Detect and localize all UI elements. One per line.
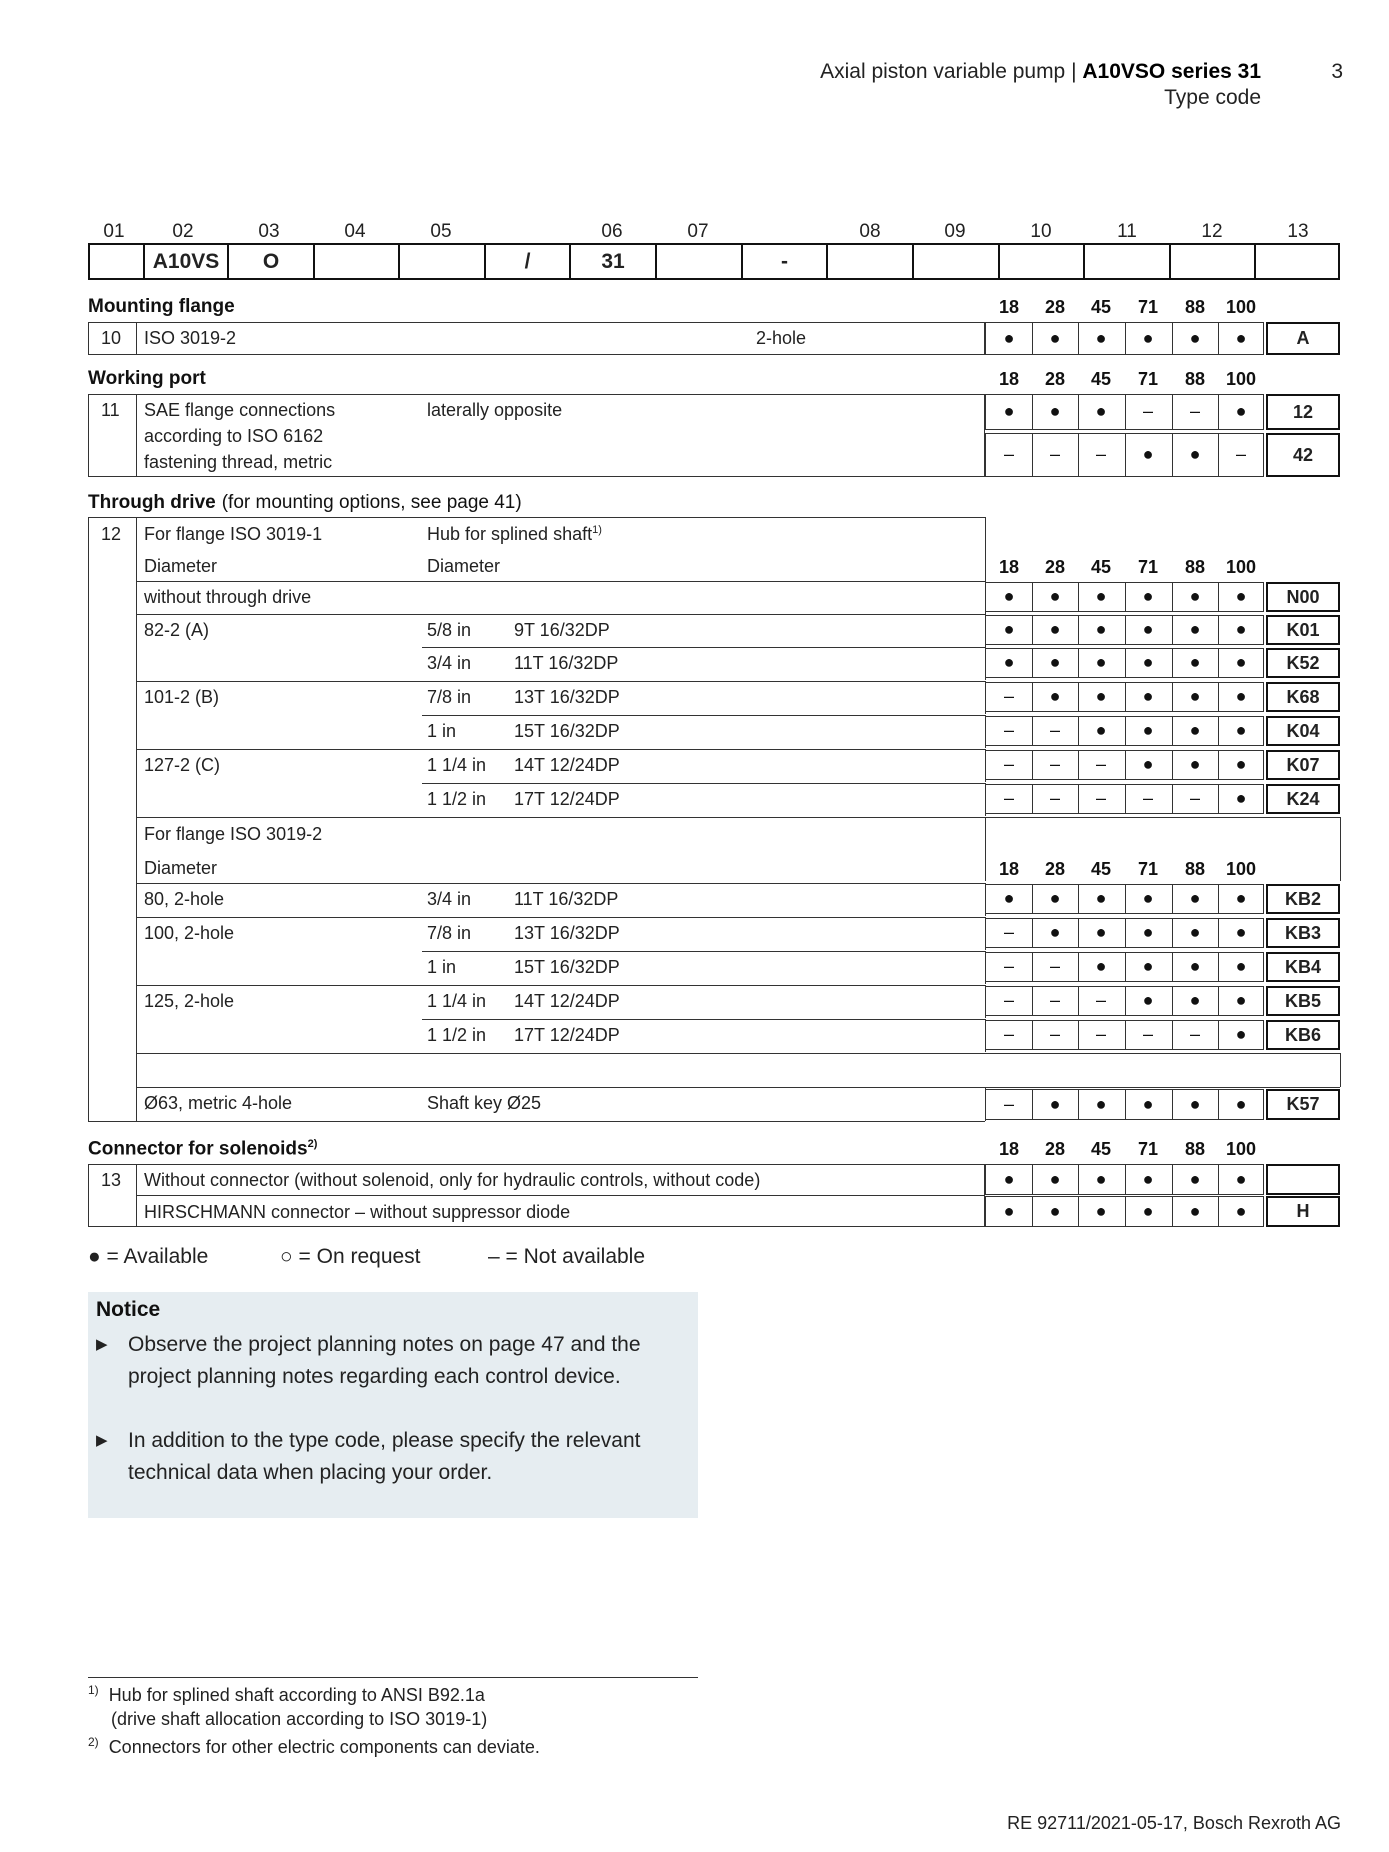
bullet-arrow-icon: ▶ [96, 1432, 108, 1449]
position-number: 05 [430, 221, 452, 242]
type-code-cell: - [743, 245, 828, 278]
row-rule [136, 1053, 1340, 1054]
availability-mark: ● [1142, 619, 1154, 639]
option-code: K07 [1266, 750, 1340, 780]
size-label: 28 [1044, 297, 1066, 317]
notice-bullet: ▶ In addition to the type code, please specify the relevant technical data when placing your order. [96, 1425, 686, 1489]
size-label: 45 [1090, 557, 1112, 577]
footnote-2: $^{2)}$ Connectors for other electric components can deviate. [88, 1735, 540, 1757]
availability-mark: ● [1142, 652, 1154, 672]
availability-mark: ● [1095, 956, 1107, 976]
availability-mark: ● [1049, 586, 1061, 606]
footnote-1-cont: (drive shaft allocation according to ISO 3019-1) [111, 1709, 488, 1729]
page-number: 3 [1331, 60, 1343, 83]
type-code-cell: / [486, 245, 571, 278]
size-label: 28 [1044, 369, 1066, 389]
type-code-cell [914, 245, 1000, 278]
notice-title: Notice [96, 1298, 161, 1321]
availability-mark: ● [1003, 401, 1015, 421]
row-number: 11 [101, 400, 120, 420]
availability-mark: ● [1003, 586, 1015, 606]
availability-mark: ● [1095, 327, 1107, 348]
row-rule [136, 917, 985, 918]
size-label: 71 [1137, 369, 1159, 389]
availability-mark: ● [1003, 1168, 1015, 1189]
availability-mark: – [1189, 788, 1200, 808]
availability-mark: – [1003, 788, 1014, 808]
size-label: 18 [998, 557, 1020, 577]
row-spline: 13T 16/32DP [514, 923, 620, 943]
availability-mark: ● [1189, 1200, 1201, 1221]
row-rule [136, 681, 985, 682]
row-rule [422, 951, 985, 952]
availability-mark: ● [1049, 327, 1061, 348]
availability-mark: – [1003, 1093, 1014, 1114]
option-code: A [1266, 322, 1340, 355]
availability-mark: ● [1189, 922, 1201, 942]
availability-mark: ● [1095, 888, 1107, 908]
section-title-connector [88, 1138, 317, 1160]
row-inch: 1 1/2 in [427, 1025, 487, 1045]
availability-mark: ● [1235, 956, 1247, 976]
head-left: Diameter [144, 556, 218, 576]
row-rule [136, 1195, 985, 1196]
row-rule [422, 1019, 985, 1020]
availability-mark: ● [1189, 720, 1201, 740]
row-detail: 2-hole [756, 328, 807, 348]
availability-mark: ● [1235, 327, 1247, 348]
availability-mark: ● [1049, 652, 1061, 672]
size-label: 71 [1137, 297, 1159, 317]
availability-mark: – [1003, 922, 1014, 942]
availability-mark: ● [1142, 956, 1154, 976]
availability-mark: ● [1049, 686, 1061, 706]
size-label: 100 [1225, 297, 1257, 317]
option-code: K24 [1266, 784, 1340, 814]
type-code-cell: 31 [571, 245, 657, 278]
option-code: KB2 [1266, 884, 1340, 914]
availability-mark: ● [1235, 401, 1247, 421]
row-rule [136, 614, 985, 615]
row-desc: without through drive [144, 587, 312, 607]
row-rule [422, 715, 985, 716]
availability-mark: ● [1235, 619, 1247, 639]
availability-mark: ● [1235, 652, 1247, 672]
section-title-working-port: Working port [88, 368, 206, 389]
legend-on-request: ○ = On request [280, 1245, 421, 1268]
availability-mark: ● [1142, 686, 1154, 706]
availability-mark: – [1003, 956, 1014, 976]
type-code-row [88, 243, 1340, 280]
right-rule [1340, 1053, 1341, 1087]
availability-mark: ● [1142, 586, 1154, 606]
head-left: For flange ISO 3019-2 [144, 824, 323, 844]
type-code-cell [1171, 245, 1256, 278]
availability-mark: ● [1235, 720, 1247, 740]
position-number: 03 [258, 221, 280, 242]
row-detail: Shaft key Ø25 [427, 1093, 542, 1113]
row-no-divider [136, 517, 137, 1121]
section-title-through-drive [88, 492, 522, 514]
position-number: 04 [344, 221, 366, 242]
availability-mark: ● [1095, 686, 1107, 706]
row-rule [136, 985, 985, 986]
row-inch: 5/8 in [427, 620, 472, 640]
type-code-cell [1085, 245, 1171, 278]
head-right-text: Hub for splined shaft [427, 524, 593, 544]
availability-mark: – [1049, 444, 1060, 464]
section-title-text: Connector for solenoids [88, 1138, 308, 1160]
row-spline: 17T 12/24DP [514, 789, 620, 809]
availability-mark: ● [1095, 1093, 1107, 1114]
position-number: 02 [172, 221, 194, 242]
size-label: 100 [1225, 369, 1257, 389]
type-code-cell [315, 245, 400, 278]
position-number: 01 [103, 221, 125, 242]
row-desc: Without connector (without solenoid, only for hydraulic controls, without code) [144, 1170, 761, 1190]
size-label: 18 [998, 369, 1020, 389]
footnote-1: $^{1)}$ Hub for splined shaft according to ANSI B92.1a [88, 1683, 485, 1705]
head-right: Diameter [427, 556, 501, 576]
availability-mark: – [1095, 788, 1106, 808]
row-detail: laterally opposite [427, 400, 563, 420]
size-label: 71 [1137, 859, 1159, 879]
row-spline: 11T 16/32DP [514, 889, 619, 909]
notice-bullet: ▶ Observe the project planning notes on page 47 and the project planning notes regarding each control device. [96, 1329, 686, 1425]
availability-mark: ● [1049, 1168, 1061, 1189]
availability-mark: ● [1189, 1168, 1201, 1189]
availability-mark: – [1095, 444, 1106, 464]
size-label: 88 [1184, 297, 1206, 317]
row-inch: 1 1/4 in [427, 755, 487, 775]
availability-mark: ● [1095, 922, 1107, 942]
footnote-ref: 2) [307, 1138, 318, 1150]
row-desc: fastening thread, metric [144, 452, 333, 472]
option-code: K68 [1266, 682, 1340, 712]
availability-mark: ● [1095, 401, 1107, 421]
availability-mark: ● [1235, 1093, 1247, 1114]
row-rule [136, 817, 1340, 818]
availability-mark: ● [1235, 586, 1247, 606]
option-code: K01 [1266, 615, 1340, 645]
size-label: 28 [1044, 1139, 1066, 1159]
size-label: 45 [1090, 859, 1112, 879]
row-rule [136, 883, 985, 884]
section-title-note: (for mounting options, see page 41) [221, 492, 522, 513]
availability-mark: ● [1189, 652, 1201, 672]
legend-available: ● = Available [88, 1245, 209, 1268]
availability-mark: ● [1235, 888, 1247, 908]
size-label: 88 [1184, 1139, 1206, 1159]
availability-mark: ● [1142, 888, 1154, 908]
position-number: 10 [1030, 221, 1052, 242]
availability-mark: ● [1003, 652, 1015, 672]
type-code-cell [400, 245, 486, 278]
availability-mark: ● [1095, 1168, 1107, 1189]
row-desc: 101-2 (B) [144, 687, 220, 707]
availability-mark: ● [1142, 327, 1154, 348]
row-number: 13 [101, 1170, 122, 1190]
page-subtitle: Type code [1164, 86, 1261, 109]
row-no-divider [136, 394, 137, 477]
availability-mark: ● [1142, 1200, 1154, 1221]
type-code-cell [657, 245, 743, 278]
size-label: 88 [1184, 369, 1206, 389]
position-number: 11 [1117, 221, 1137, 242]
availability-mark: – [1189, 1024, 1200, 1044]
row-spline: 13T 16/32DP [514, 687, 620, 707]
availability-mark: – [1142, 788, 1153, 808]
outer-left [88, 517, 89, 1121]
position-number: 12 [1201, 221, 1223, 242]
row-inch: 1 in [427, 721, 457, 741]
position-number: 13 [1287, 221, 1309, 242]
availability-mark: ● [1049, 888, 1061, 908]
availability-mark: – [1003, 686, 1014, 706]
row-inch: 7/8 in [427, 923, 472, 943]
availability-mark: ● [1095, 1200, 1107, 1221]
row-number: 12 [101, 524, 122, 544]
bullet-arrow-icon: ▶ [96, 1336, 108, 1353]
availability-mark: – [1142, 401, 1153, 421]
type-code-cell [1000, 245, 1085, 278]
availability-mark: ● [1189, 619, 1201, 639]
size-label: 28 [1044, 557, 1066, 577]
availability-mark: – [1049, 1024, 1060, 1044]
right-rule [985, 817, 986, 881]
type-code-cell: A10VS [145, 245, 229, 278]
section-title-text: Through drive [88, 492, 216, 513]
size-label: 71 [1137, 557, 1159, 577]
row-inch: 1 1/4 in [427, 991, 487, 1011]
size-label: 45 [1090, 369, 1112, 389]
option-code: K57 [1266, 1089, 1340, 1120]
row-desc: according to ISO 6162 [144, 426, 324, 446]
option-code: N00 [1266, 582, 1340, 612]
size-label: 100 [1225, 557, 1257, 577]
row-spline: 17T 12/24DP [514, 1025, 620, 1045]
row-desc: 80, 2-hole [144, 889, 225, 909]
position-number: 07 [687, 221, 709, 242]
row-spline: 11T 16/32DP [514, 653, 619, 673]
option-code: KB3 [1266, 918, 1340, 948]
row-spline: 15T 16/32DP [514, 721, 620, 741]
right-rule [985, 517, 986, 581]
row-desc: SAE flange connections [144, 400, 336, 420]
availability-mark: – [1049, 754, 1060, 774]
row-rule [136, 1087, 1340, 1088]
head-right [427, 524, 602, 545]
availability-mark: – [1095, 754, 1106, 774]
availability-mark: – [1235, 444, 1246, 464]
availability-mark: ● [1142, 720, 1154, 740]
row-desc: 125, 2-hole [144, 991, 235, 1011]
row-rule [422, 647, 985, 648]
availability-mark: – [1095, 1024, 1106, 1044]
availability-mark: – [1003, 720, 1014, 740]
availability-mark: ● [1142, 1093, 1154, 1114]
footnote-divider [88, 1677, 698, 1678]
bottom-rule [88, 1121, 985, 1122]
availability-mark: ● [1189, 586, 1201, 606]
row-inch: 1 in [427, 957, 457, 977]
size-label: 45 [1090, 297, 1112, 317]
availability-mark: ● [1189, 754, 1201, 774]
position-number: 09 [944, 221, 966, 242]
row-spline: 15T 16/32DP [514, 957, 620, 977]
availability-mark: – [1003, 990, 1014, 1010]
availability-mark: ● [1142, 1168, 1154, 1189]
head-left: Diameter [144, 858, 218, 878]
size-label: 28 [1044, 859, 1066, 879]
availability-mark: ● [1003, 888, 1015, 908]
availability-mark: ● [1142, 444, 1154, 464]
availability-mark: ● [1189, 1093, 1201, 1114]
availability-mark: ● [1142, 754, 1154, 774]
type-code-cell [1256, 245, 1342, 278]
availability-mark: ● [1235, 686, 1247, 706]
availability-mark: ● [1235, 1200, 1247, 1221]
availability-mark: ● [1049, 922, 1061, 942]
availability-mark: ● [1049, 401, 1061, 421]
availability-mark: ● [1189, 956, 1201, 976]
availability-mark: ● [1235, 1024, 1247, 1044]
size-label: 100 [1225, 1139, 1257, 1159]
availability-mark: – [1049, 788, 1060, 808]
availability-mark: ● [1142, 922, 1154, 942]
head-left: For flange ISO 3019-1 [144, 524, 323, 544]
type-code-cell: O [229, 245, 315, 278]
size-label: 100 [1225, 859, 1257, 879]
size-label: 45 [1090, 1139, 1112, 1159]
availability-mark: – [1189, 401, 1200, 421]
row-rule [422, 783, 985, 784]
option-code: 12 [1266, 394, 1340, 430]
availability-mark: ● [1189, 686, 1201, 706]
option-code: K52 [1266, 648, 1340, 678]
row-inch: 3/4 in [427, 889, 472, 909]
position-number: 08 [859, 221, 881, 242]
row-rule [136, 581, 985, 582]
availability-mark: – [1003, 1024, 1014, 1044]
row-inch: 7/8 in [427, 687, 472, 707]
availability-mark: – [1049, 720, 1060, 740]
row-desc: HIRSCHMANN connector – without suppressor diode [144, 1202, 571, 1222]
option-code: K04 [1266, 716, 1340, 746]
option-code: KB6 [1266, 1020, 1340, 1050]
availability-mark: – [1049, 990, 1060, 1010]
availability-mark: ● [1235, 754, 1247, 774]
size-label: 18 [998, 859, 1020, 879]
position-number: 06 [601, 221, 623, 242]
row-spline: 9T 16/32DP [514, 620, 610, 640]
row-rule [136, 749, 985, 750]
availability-mark: ● [1235, 990, 1247, 1010]
row-inch: 3/4 in [427, 653, 472, 673]
availability-mark: – [1049, 956, 1060, 976]
row-inch: 1 1/2 in [427, 789, 487, 809]
section-title-mounting-flange: Mounting flange [88, 296, 235, 317]
availability-mark: – [1003, 754, 1014, 774]
size-label: 88 [1184, 859, 1206, 879]
availability-mark: ● [1095, 652, 1107, 672]
availability-mark: – [1095, 990, 1106, 1010]
availability-mark: ● [1049, 619, 1061, 639]
document-title: Axial piston variable pump | A10VSO series 31 [820, 60, 1261, 83]
option-code [1266, 1164, 1340, 1195]
option-code: KB5 [1266, 986, 1340, 1016]
row-desc: Ø63, metric 4-hole [144, 1093, 293, 1113]
availability-mark: ● [1235, 922, 1247, 942]
availability-mark: ● [1003, 619, 1015, 639]
row-desc: 100, 2-hole [144, 923, 235, 943]
option-code: H [1266, 1196, 1340, 1227]
notice-box [88, 1292, 698, 1518]
availability-mark: ● [1095, 619, 1107, 639]
availability-mark: ● [1095, 720, 1107, 740]
footnote-ref: 1) [592, 524, 602, 536]
row-desc: ISO 3019-2 [144, 328, 237, 348]
size-label: 88 [1184, 557, 1206, 577]
availability-mark: ● [1003, 1200, 1015, 1221]
size-label: 18 [998, 297, 1020, 317]
right-rule [1340, 817, 1341, 881]
row-desc: 82-2 (A) [144, 620, 210, 640]
availability-mark: ● [1235, 788, 1247, 808]
availability-mark: ● [1142, 990, 1154, 1010]
availability-mark: – [1142, 1024, 1153, 1044]
option-code: 42 [1266, 433, 1340, 477]
availability-mark: ● [1189, 327, 1201, 348]
availability-mark: ● [1095, 586, 1107, 606]
row-no-divider [136, 322, 137, 355]
availability-mark: ● [1189, 888, 1201, 908]
availability-mark: ● [1003, 327, 1015, 348]
row-number: 10 [101, 328, 122, 348]
size-label: 71 [1137, 1139, 1159, 1159]
row-spline: 14T 12/24DP [514, 755, 620, 775]
type-code-cell [90, 245, 145, 278]
document-reference: RE 92711/2021-05-17, Bosch Rexroth AG [1007, 1813, 1341, 1833]
row-desc: 127-2 (C) [144, 755, 221, 775]
availability-mark: – [1003, 444, 1014, 464]
size-label: 18 [998, 1139, 1020, 1159]
type-code-cell [828, 245, 914, 278]
option-code: KB4 [1266, 952, 1340, 982]
availability-mark: ● [1189, 990, 1201, 1010]
top-rule [88, 517, 985, 518]
row-spline: 14T 12/24DP [514, 991, 620, 1011]
availability-mark: ● [1049, 1093, 1061, 1114]
legend-not-available: – = Not available [488, 1245, 646, 1268]
availability-mark: ● [1189, 444, 1201, 464]
availability-mark: ● [1235, 1168, 1247, 1189]
availability-mark: ● [1049, 1200, 1061, 1221]
